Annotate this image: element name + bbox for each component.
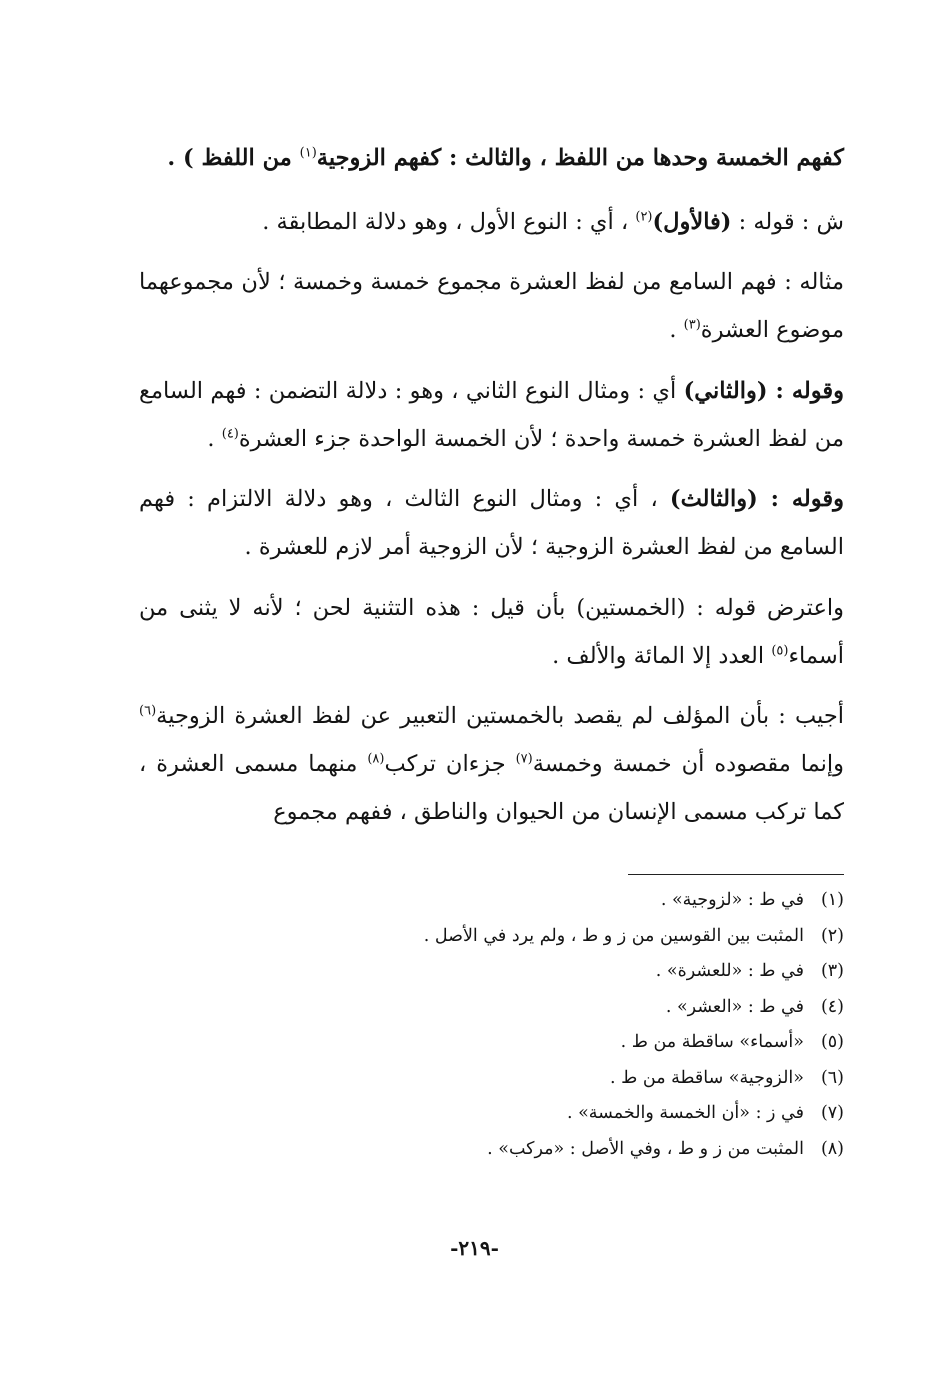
footnote-text: في ز : «أن الخمسة والخمسة» . [566, 1103, 804, 1123]
text-run: ش : قوله : [731, 209, 844, 235]
footnote-number: (٢) [820, 925, 844, 946]
paragraph-2 [139, 198, 844, 246]
text-run: العدد إلا المائة والألف . [552, 643, 772, 669]
text-run: مثاله : فهم السامع من لفظ العشرة مجموع خمسة وخمسة ؛ لأن مجموعهما موضوع العشرة [139, 269, 844, 343]
paragraph-3 [139, 258, 844, 354]
footnote-item [666, 995, 844, 1019]
footnote-number: (٣) [820, 961, 844, 981]
footnote-number: (٧) [820, 1103, 844, 1123]
footnote-ref: (٧) [515, 751, 533, 767]
footnote-ref: (١) [299, 145, 317, 161]
footnote-ref: (٥) [771, 643, 789, 659]
footnote-number: (١) [820, 890, 844, 910]
footnote-item [610, 1066, 844, 1090]
text-run: وإنما مقصوده أن خمسة وخمسة [532, 751, 844, 777]
footnote-number: (٦) [820, 1067, 844, 1088]
footnote-text: في ط : «للعشرة» . [655, 961, 804, 981]
text-run: واعترض قوله : (الخمستين) بأن قيل : هذه التثنية لحن ؛ لأنه لا يثنى من أسماء [139, 595, 844, 669]
footnote-ref: (٤) [221, 426, 239, 442]
footnote-text: «أسماء» ساقطة من ط . [620, 1032, 804, 1052]
paragraph-4 [139, 367, 844, 463]
bold-text: وقوله : (والثاني) [683, 378, 845, 404]
footnote-item [661, 888, 844, 912]
footnote-ref: (٣) [683, 317, 701, 333]
footnote-text: في ط : «العشر» . [665, 996, 804, 1017]
bold-text: (فالأول) [652, 209, 732, 235]
text-run: . [207, 426, 222, 452]
text-run: ، أي : ومثال النوع الثالث ، وهو دلالة الالتزام : فهم السامع من لفظ العشرة الزوجية ؛ لأن الزوجية أمر لازم للعشرة . [139, 486, 844, 560]
bold-text: من اللفظ ) . [167, 145, 300, 171]
text-run: منهما مسمى العشرة ، كما تركب مسمى الإنسان من الحيوان والناطق ، ففهم مجموع [139, 751, 844, 825]
text-run: جزءان تركب [384, 751, 516, 777]
text-run: أي : ومثال النوع الثاني ، وهو : دلالة التضمن : فهم السامع من لفظ العشرة خمسة واحدة ؛ لأن الخمسة الواحدة جزء العشرة [139, 378, 844, 452]
bold-text: وقوله : (والثالث) [669, 486, 844, 512]
footnote-item [424, 924, 844, 948]
footnote-separator [628, 874, 844, 875]
footnote-ref: (٨) [367, 751, 385, 767]
footnote-item [567, 1101, 844, 1125]
text-run: ، أي : النوع الأول ، وهو دلالة المطابقة . [262, 209, 636, 235]
footnote-text: في ط : «لزوجية» . [660, 890, 804, 910]
footnote-text: المثبت من ز و ط ، وفي الأصل : «مركب» . [487, 1138, 804, 1159]
paragraph-6 [139, 584, 844, 680]
paragraph-5 [139, 475, 844, 571]
paragraph-7 [139, 692, 844, 836]
footnote-text: المثبت بين القوسين من ز و ط ، ولم يرد في الأصل . [423, 925, 804, 946]
footnote-number: (٤) [820, 996, 844, 1017]
text-run: أجيب : بأن المؤلف لم يقصد بالخمستين التعبير عن لفظ العشرة الزوجية [156, 703, 844, 729]
footnote-item [621, 1030, 844, 1054]
footnote-number: (٨) [820, 1138, 844, 1159]
footnote-ref: (٢) [635, 209, 653, 225]
footnote-item [656, 959, 844, 983]
text-run: . [669, 317, 684, 343]
footnote-item [487, 1137, 844, 1161]
page-number: -٢١٩- [450, 1236, 499, 1260]
footnote-ref: (٦) [139, 703, 157, 719]
bold-text: كفهم الخمسة وحدها من اللفظ ، والثالث : كفهم الزوجية [316, 145, 844, 171]
footnote-number: (٥) [820, 1032, 844, 1052]
footnote-text: «الزوجية» ساقطة من ط . [610, 1067, 804, 1088]
paragraph-1 [139, 134, 844, 182]
